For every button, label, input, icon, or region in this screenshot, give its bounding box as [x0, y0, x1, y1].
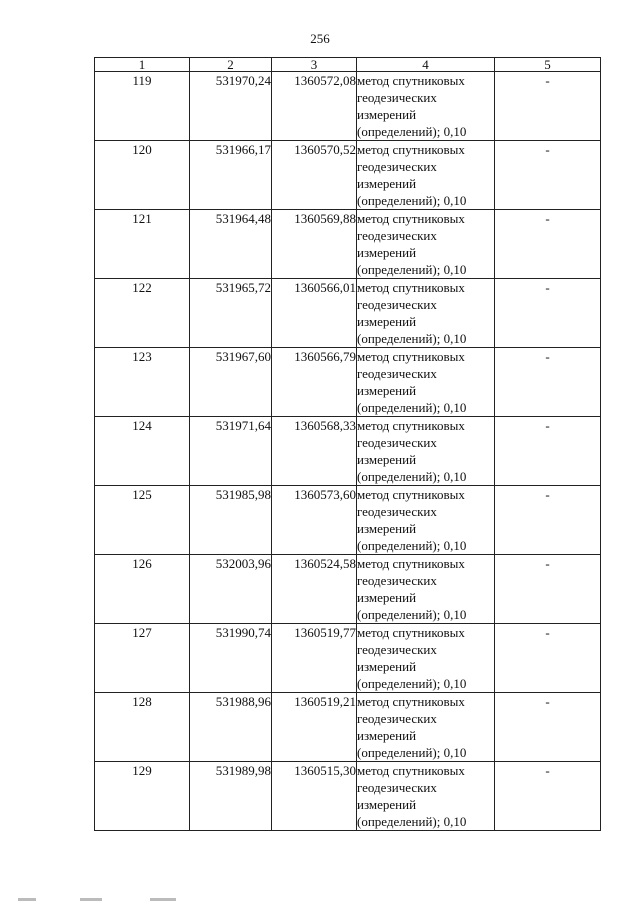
table-body [95, 72, 601, 831]
method-line: измерений [357, 107, 417, 122]
column-header-4: 4 [357, 58, 495, 72]
method-line: геодезических [357, 711, 437, 726]
method-cell [357, 762, 495, 831]
coordinates-table [94, 57, 601, 831]
note-cell: - [495, 555, 601, 624]
y-coordinate-cell: 1360569,88 [272, 210, 357, 279]
point-number-cell: 122 [95, 279, 190, 348]
x-coordinate-cell: 531964,48 [190, 210, 272, 279]
x-coordinate-cell: 531965,72 [190, 279, 272, 348]
method-line: геодезических [357, 435, 437, 450]
method-line: геодезических [357, 228, 437, 243]
note-cell: - [495, 762, 601, 831]
table-row [95, 417, 601, 486]
point-number-cell: 121 [95, 210, 190, 279]
note-cell: - [495, 624, 601, 693]
method-line: геодезических [357, 642, 437, 657]
method-line: измерений [357, 797, 417, 812]
x-coordinate-cell: 531966,17 [190, 141, 272, 210]
y-coordinate-cell: 1360566,01 [272, 279, 357, 348]
method-line: метод спутниковых [357, 280, 465, 295]
note-cell: - [495, 210, 601, 279]
x-coordinate-cell: 532003,96 [190, 555, 272, 624]
point-number-cell: 125 [95, 486, 190, 555]
method-cell [357, 141, 495, 210]
method-line: измерений [357, 728, 417, 743]
column-header-1: 1 [95, 58, 190, 72]
method-cell [357, 417, 495, 486]
table-row [95, 141, 601, 210]
x-coordinate-cell: 531988,96 [190, 693, 272, 762]
method-line: геодезических [357, 90, 437, 105]
x-coordinate-cell: 531967,60 [190, 348, 272, 417]
table-row [95, 279, 601, 348]
x-coordinate-cell: 531971,64 [190, 417, 272, 486]
column-header-2: 2 [190, 58, 272, 72]
method-line: (определений); 0,10 [357, 193, 467, 208]
y-coordinate-cell: 1360570,52 [272, 141, 357, 210]
method-line: геодезических [357, 504, 437, 519]
method-cell [357, 693, 495, 762]
method-line: метод спутниковых [357, 349, 465, 364]
table-row [95, 210, 601, 279]
note-cell: - [495, 417, 601, 486]
x-coordinate-cell: 531990,74 [190, 624, 272, 693]
method-line: измерений [357, 245, 417, 260]
note-cell: - [495, 141, 601, 210]
method-line: (определений); 0,10 [357, 538, 467, 553]
method-line: метод спутниковых [357, 625, 465, 640]
method-line: (определений); 0,10 [357, 469, 467, 484]
method-line: измерений [357, 659, 417, 674]
column-header-5: 5 [495, 58, 601, 72]
method-cell [357, 348, 495, 417]
table-row [95, 348, 601, 417]
method-line: метод спутниковых [357, 73, 465, 88]
method-line: метод спутниковых [357, 694, 465, 709]
method-cell [357, 279, 495, 348]
method-line: измерений [357, 521, 417, 536]
point-number-cell: 123 [95, 348, 190, 417]
table-row [95, 555, 601, 624]
x-coordinate-cell: 531970,24 [190, 72, 272, 141]
method-line: измерений [357, 452, 417, 467]
table-row [95, 486, 601, 555]
method-line: измерений [357, 314, 417, 329]
method-line: метод спутниковых [357, 763, 465, 778]
method-cell [357, 555, 495, 624]
y-coordinate-cell: 1360519,21 [272, 693, 357, 762]
method-line: геодезических [357, 297, 437, 312]
note-cell: - [495, 72, 601, 141]
y-coordinate-cell: 1360524,58 [272, 555, 357, 624]
method-line: метод спутниковых [357, 556, 465, 571]
table-header [95, 58, 601, 72]
method-line: измерений [357, 590, 417, 605]
method-line: (определений); 0,10 [357, 400, 467, 415]
point-number-cell: 120 [95, 141, 190, 210]
point-number-cell: 119 [95, 72, 190, 141]
method-line: метод спутниковых [357, 142, 465, 157]
table-row [95, 72, 601, 141]
method-line: (определений); 0,10 [357, 607, 467, 622]
y-coordinate-cell: 1360572,08 [272, 72, 357, 141]
method-line: геодезических [357, 780, 437, 795]
table-row [95, 693, 601, 762]
method-line: измерений [357, 383, 417, 398]
point-number-cell: 126 [95, 555, 190, 624]
method-line: (определений); 0,10 [357, 676, 467, 691]
method-line: (определений); 0,10 [357, 262, 467, 277]
method-cell [357, 486, 495, 555]
method-line: измерений [357, 176, 417, 191]
note-cell: - [495, 486, 601, 555]
method-line: метод спутниковых [357, 418, 465, 433]
table-row [95, 624, 601, 693]
y-coordinate-cell: 1360566,79 [272, 348, 357, 417]
method-line: (определений); 0,10 [357, 814, 467, 829]
note-cell: - [495, 279, 601, 348]
table-row [95, 762, 601, 831]
method-line: метод спутниковых [357, 211, 465, 226]
note-cell: - [495, 348, 601, 417]
method-line: геодезических [357, 366, 437, 381]
method-line: метод спутниковых [357, 487, 465, 502]
method-line: геодезических [357, 573, 437, 588]
header-row [95, 58, 601, 72]
column-header-3: 3 [272, 58, 357, 72]
y-coordinate-cell: 1360573,60 [272, 486, 357, 555]
note-cell: - [495, 693, 601, 762]
point-number-cell: 127 [95, 624, 190, 693]
method-line: (определений); 0,10 [357, 745, 467, 760]
page-number: 256 [310, 31, 330, 46]
scan-footer-marks [0, 895, 640, 905]
method-line: (определений); 0,10 [357, 124, 467, 139]
method-line: (определений); 0,10 [357, 331, 467, 346]
point-number-cell: 128 [95, 693, 190, 762]
x-coordinate-cell: 531985,98 [190, 486, 272, 555]
y-coordinate-cell: 1360519,77 [272, 624, 357, 693]
y-coordinate-cell: 1360515,30 [272, 762, 357, 831]
point-number-cell: 129 [95, 762, 190, 831]
method-line: геодезических [357, 159, 437, 174]
y-coordinate-cell: 1360568,33 [272, 417, 357, 486]
method-cell [357, 72, 495, 141]
method-cell [357, 624, 495, 693]
method-cell [357, 210, 495, 279]
x-coordinate-cell: 531989,98 [190, 762, 272, 831]
point-number-cell: 124 [95, 417, 190, 486]
